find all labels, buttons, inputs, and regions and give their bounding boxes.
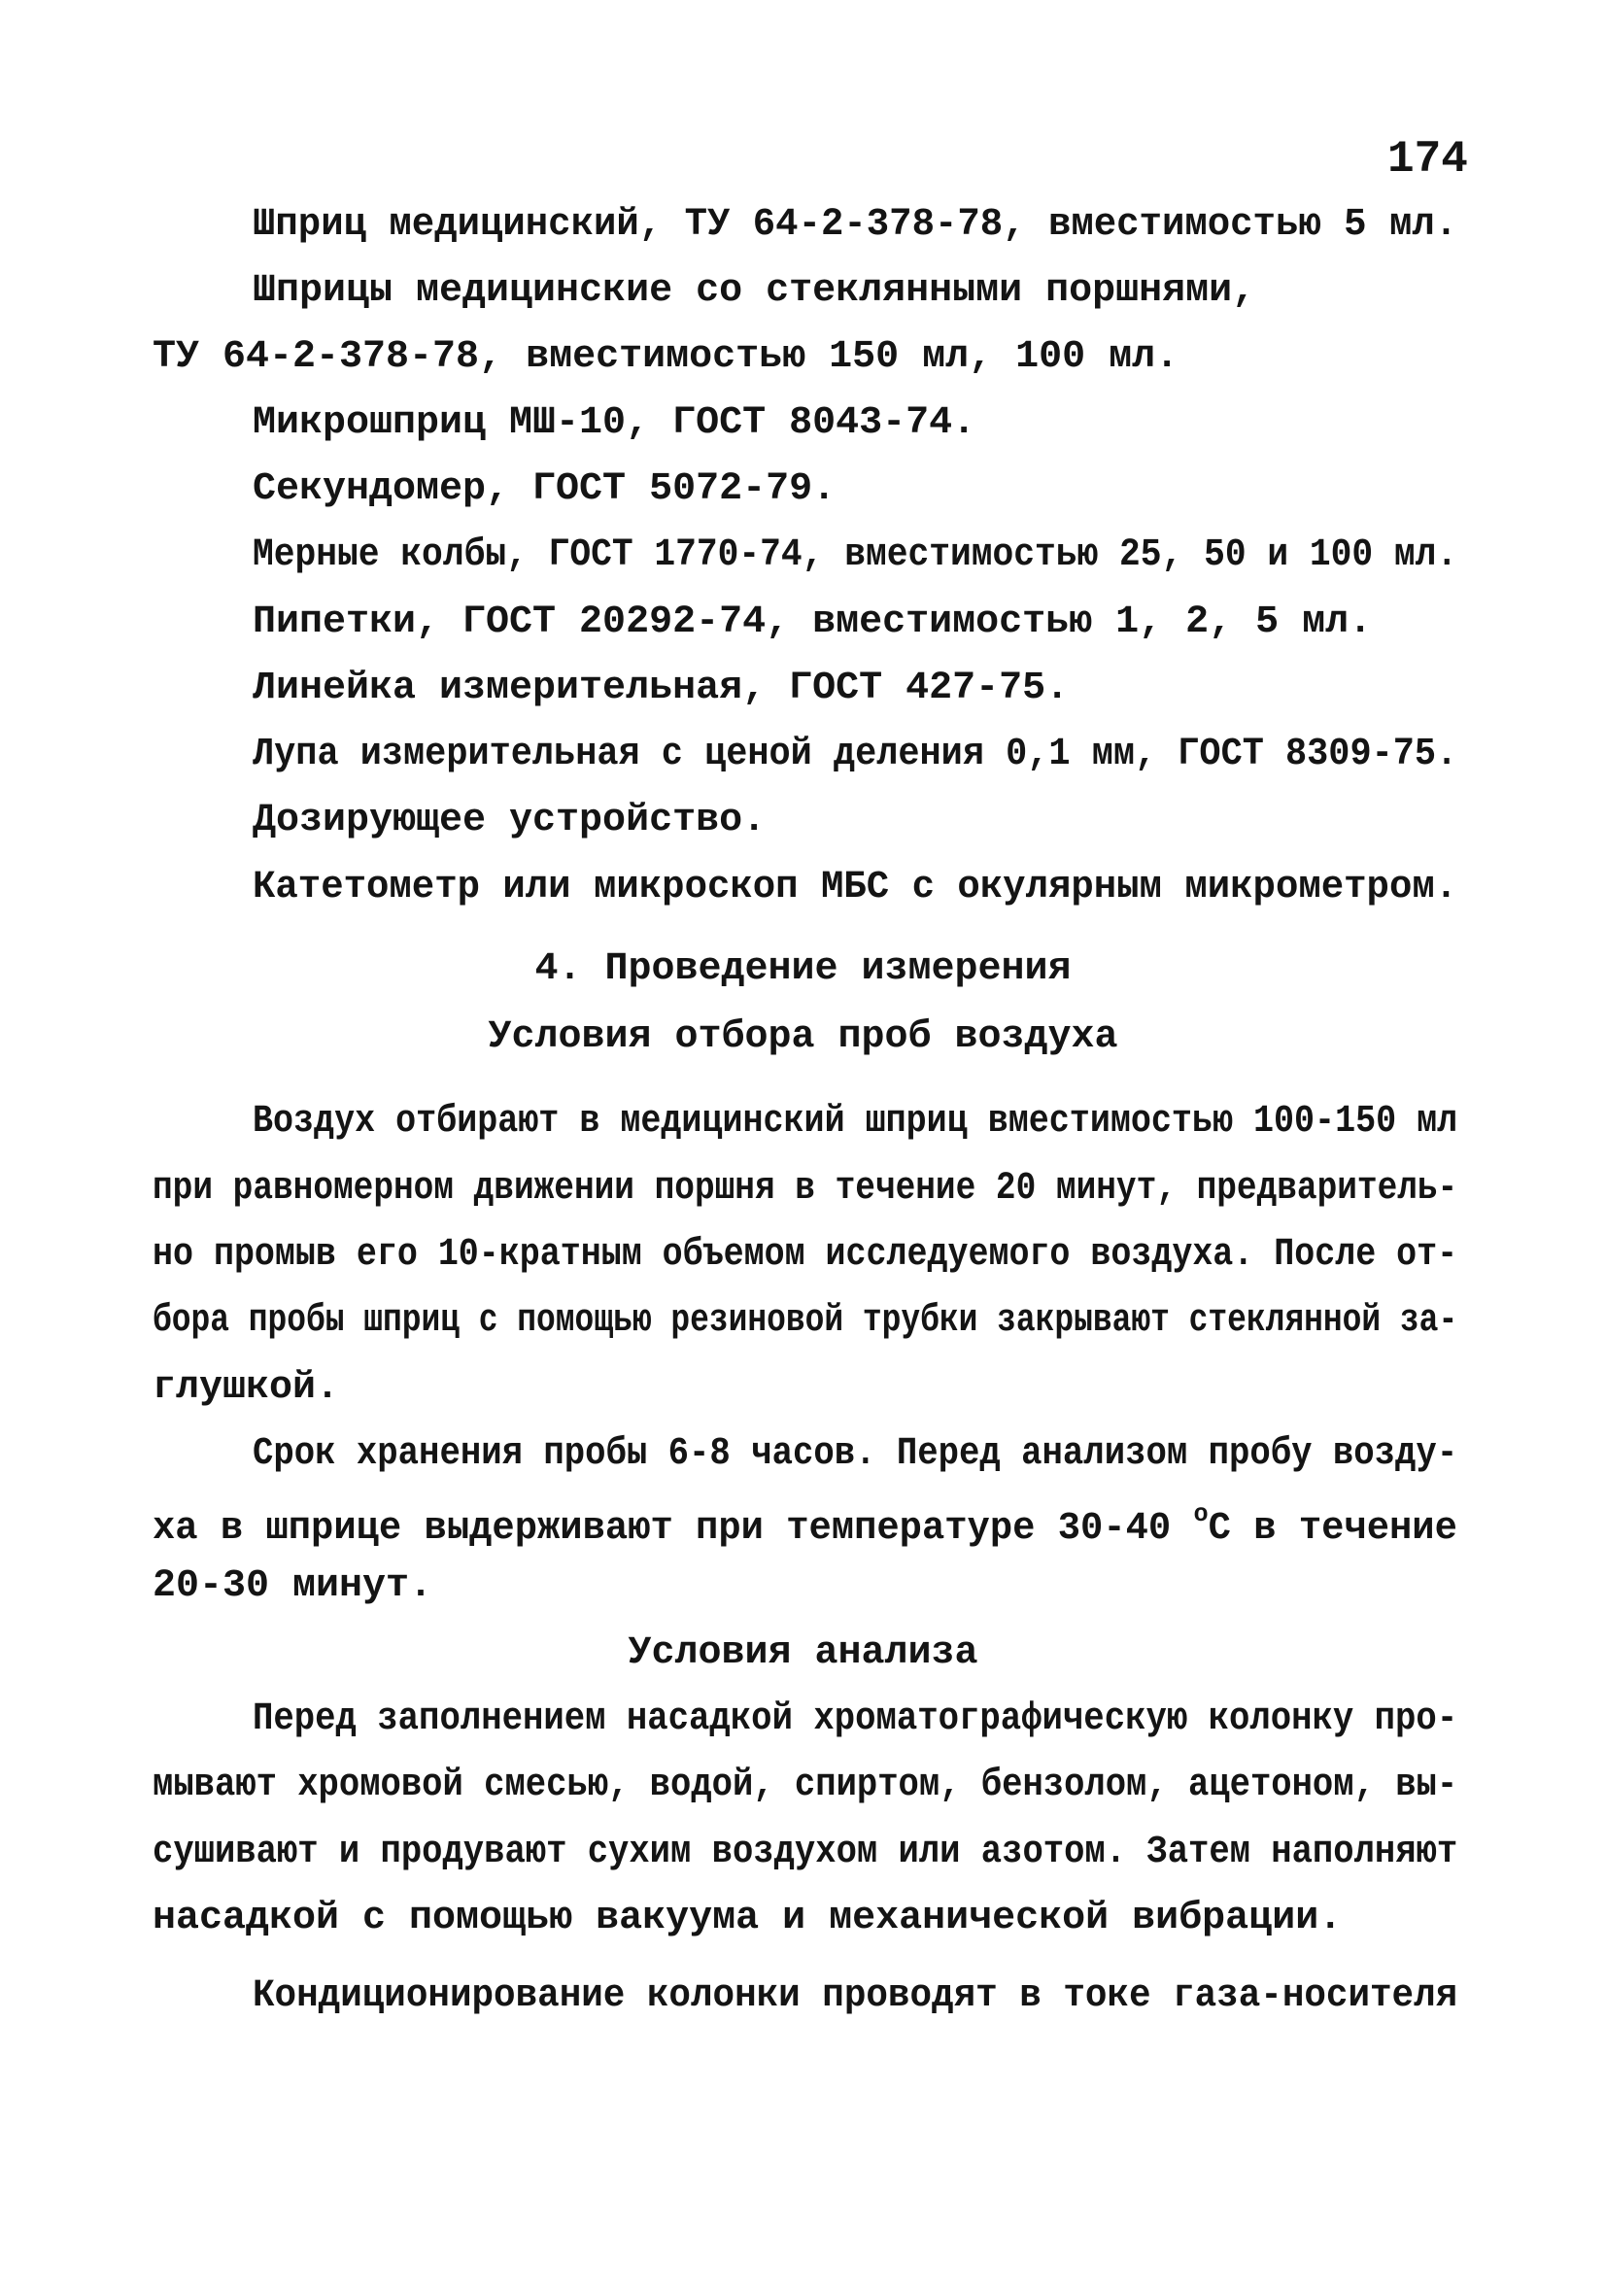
subheading-sampling: Условия отбора проб воздуха <box>488 1015 1118 1059</box>
list-item: Пипетки, ГОСТ 20292-74, вместимостью 1, 2, 5 мл. <box>253 600 1373 644</box>
list-item: Шприцы медицинские со стеклянными поршнями, <box>253 269 1256 313</box>
paragraph-line: мывают хромовой смесью, водой, спиртом, бензолом, ацетоном, вы- <box>153 1764 1458 1807</box>
list-item: Катетометр или микроскоп МБС с окулярным микрометром. <box>253 866 1458 909</box>
temperature-unit-text: С в течение <box>1208 1507 1457 1551</box>
paragraph-line: Срок хранения пробы 6-8 часов. Перед анализом пробу возду- <box>253 1432 1458 1476</box>
paragraph-line: глушкой. <box>153 1366 340 1410</box>
paragraph-line <box>153 1501 1457 1549</box>
list-item: Линейка измерительная, ГОСТ 427-75. <box>253 667 1070 710</box>
paragraph-line: но промыв его 10-кратным объемом исследуемого воздуха. После от- <box>153 1233 1458 1277</box>
conditioning-paragraph: Кондиционирование колонки проводят в токе газа-носителя <box>253 1974 1458 2018</box>
paragraph-line: насадкой с помощью вакуума и механической вибрации. <box>153 1897 1343 1940</box>
list-item: ТУ 64-2-378-78, вместимостью 150 мл, 100 мл. <box>153 335 1179 379</box>
paragraph-line: 20-30 минут. <box>153 1564 433 1608</box>
section-heading: 4. Проведение измерения <box>534 947 1072 991</box>
list-item: Дозирующее устройство. <box>253 799 767 842</box>
subheading-analysis: Условия анализа <box>628 1631 978 1675</box>
page-number: 174 <box>1387 134 1468 185</box>
paragraph-line: при равномерном движении поршня в течение 20 минут, предваритель- <box>153 1167 1458 1211</box>
list-item: Шприц медицинский, ТУ 64-2-378-78, вместимостью 5 мл. <box>253 203 1458 247</box>
paragraph-line: бора пробы шприц с помощью резиновой трубки закрывают стеклянной за- <box>153 1299 1458 1343</box>
list-item: Микрошприц МШ-10, ГОСТ 8043-74. <box>253 401 976 445</box>
paragraph-line: Воздух отбирают в медицинский шприц вместимостью 100-150 мл <box>253 1100 1458 1144</box>
list-item: Мерные колбы, ГОСТ 1770-74, вместимостью 25, 50 и 100 мл. <box>253 533 1458 577</box>
list-item: Секундомер, ГОСТ 5072-79. <box>253 467 837 511</box>
temperature-text: ха в шприце выдерживают при температуре 30-40 <box>153 1507 1194 1551</box>
paragraph-line: сушивают и продувают сухим воздухом или азотом. Затем наполняют <box>153 1831 1458 1874</box>
list-item: Лупа измерительная с ценой деления 0,1 мм, ГОСТ 8309-75. <box>253 733 1458 776</box>
paragraph-line: Перед заполнением насадкой хроматографическую колонку про- <box>253 1697 1458 1741</box>
degree-symbol: o <box>1193 1499 1209 1528</box>
